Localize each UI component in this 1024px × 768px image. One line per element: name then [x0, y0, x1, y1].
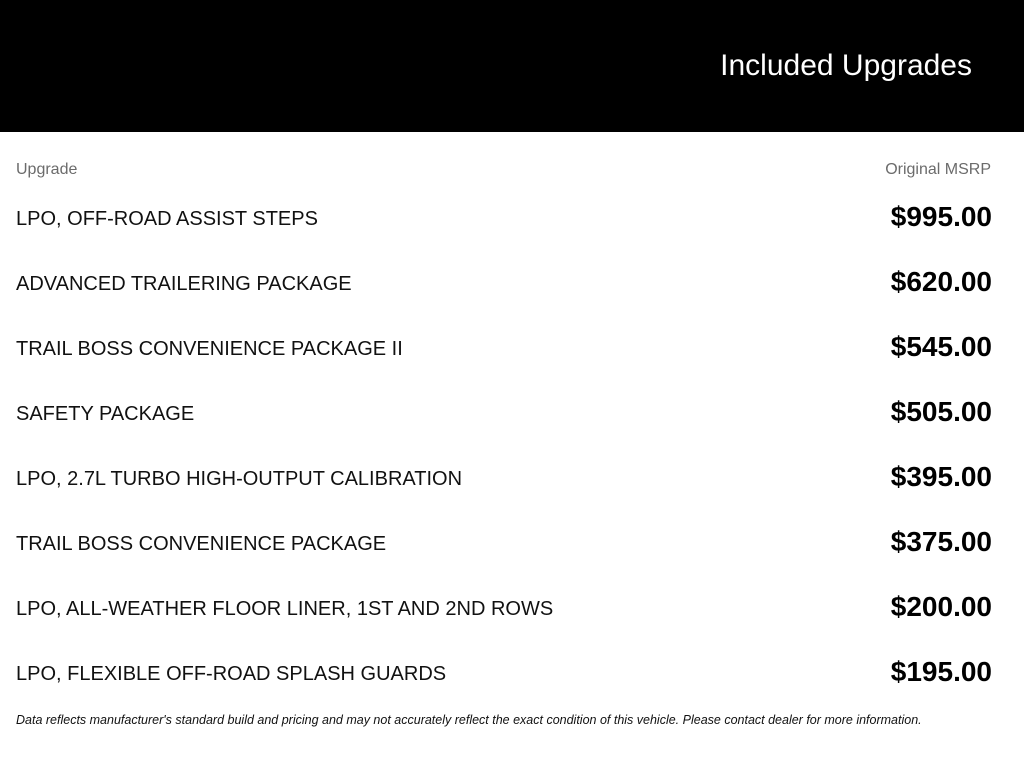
upgrade-name: SAFETY PACKAGE [16, 403, 195, 425]
upgrade-price: $195.00 [890, 656, 992, 687]
table-row [0, 510, 1024, 575]
upgrade-price: $995.00 [890, 201, 992, 232]
column-header-msrp: Original MSRP [885, 161, 991, 178]
upgrade-name: TRAIL BOSS CONVENIENCE PACKAGE [16, 533, 387, 555]
table-row [0, 640, 1024, 705]
upgrade-price: $620.00 [890, 266, 992, 297]
upgrade-name: ADVANCED TRAILERING PACKAGE [16, 273, 352, 295]
upgrade-price: $505.00 [890, 396, 992, 427]
upgrade-name: LPO, OFF-ROAD ASSIST STEPS [16, 208, 318, 230]
table-row [0, 575, 1024, 640]
upgrade-name: LPO, FLEXIBLE OFF-ROAD SPLASH GUARDS [16, 663, 447, 685]
upgrade-name: TRAIL BOSS CONVENIENCE PACKAGE II [16, 338, 403, 360]
table-row [0, 185, 1024, 250]
table-row [0, 380, 1024, 445]
upgrades-list [0, 185, 1024, 705]
column-header-upgrade: Upgrade [16, 161, 78, 178]
upgrade-price: $395.00 [890, 461, 992, 492]
disclaimer-footnote: Data reflects manufacturer's standard build and pricing and may not accurately reflect the exact condition of this vehicle. Please contact dealer for more information. [16, 713, 922, 727]
table-row [0, 250, 1024, 315]
upgrade-price: $200.00 [890, 591, 992, 622]
header-banner [0, 0, 1024, 132]
page-title: Included Upgrades [720, 49, 972, 82]
upgrade-price: $375.00 [890, 526, 992, 557]
upgrade-price: $545.00 [890, 331, 992, 362]
table-row [0, 315, 1024, 380]
table-row [0, 445, 1024, 510]
upgrade-name: LPO, ALL-WEATHER FLOOR LINER, 1ST AND 2ND ROWS [16, 598, 554, 620]
upgrade-name: LPO, 2.7L TURBO HIGH-OUTPUT CALIBRATION [16, 468, 463, 490]
